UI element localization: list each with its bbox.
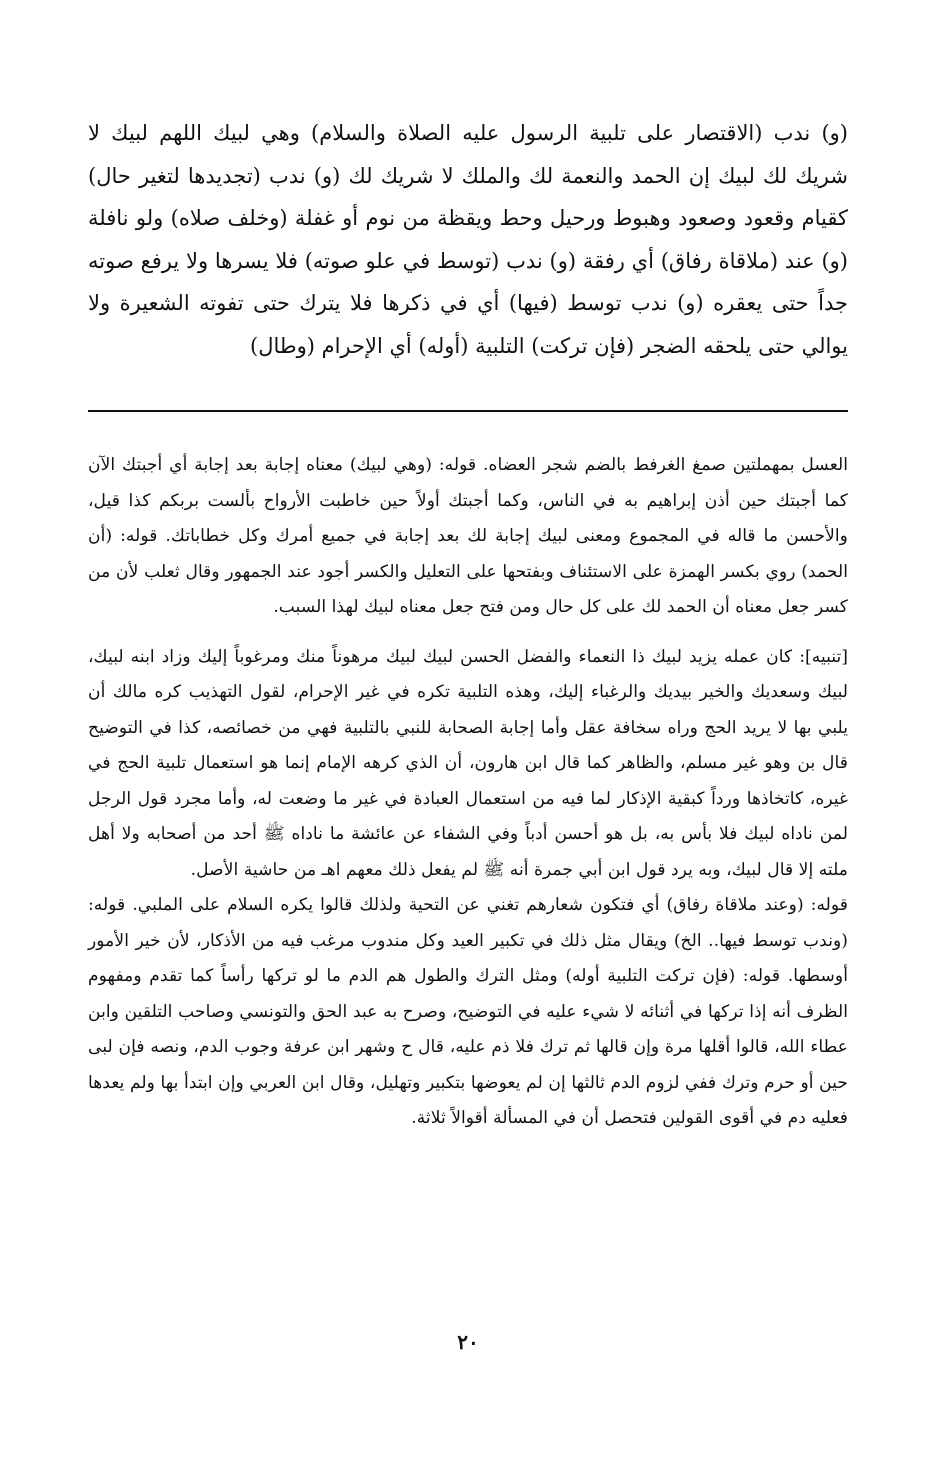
footnote-paragraph: قوله: (وعند ملاقاة رفاق) أي فتكون شعارهم تغني عن التحية ولذلك قالوا يكره السلام على الملبي. قوله: (وندب توسط فيها.. الخ) ويقال مثل ذلك في تكبير العيد وكل مندوب مرغب فيه من الأذكار، لأن خير الأمور أوسطها. قوله: (فإن تركت التلبية أوله) ومثل الترك والطول هم الدم ما لو تركها رأساً كما تقدم ومفهوم الظرف أنه إذا تركها في أثنائه لا شيء عليه في التوضيح، وصرح به عبد الحق والتونسي وصاحب التلقين وابن عطاء الله، قالوا أقلها مرة وإن قالها ثم ترك فلا ذم عليه، قال ح وشهر ابن عرفة وجوب الدم، ونصه فإن لبى حين أو حرم وترك ففي لزوم الدم ثالثها إن لم يعوضها بتكبير وتهليل، وقال ابن العربي وإن ابتدأ بها ولم يعدها فعليه دم في أقوى القولين فتحصل أن في المسألة أقوالاً ثلاثة. — [88, 895, 848, 1128]
footnote-separator-line — [88, 410, 848, 412]
book-page — [88, 112, 849, 1354]
main-text-block — [88, 112, 848, 367]
page-number: ٢٠ — [457, 1330, 479, 1354]
main-paragraph: (و) ندب (الاقتصار على تلبية الرسول عليه الصلاة والسلام) وهي لبيك اللهم لبيك لا شريك لك لبيك إن الحمد والنعمة لك والملك لا شريك لك (و) ندب (تجديدها لتغير حال) كقيام وقعود وصعود وهبوط ورحيل وحط ويقظة من نوم أو غفلة (وخلف صلاه) ولو نافلة (و) عند (ملاقاة رفاق) أي رفقة (و) ندب (توسط في علو صوته) فلا يسرها ولا يرفع صوته جداً حتى يعقره (و) ندب توسط (فيها) أي في ذكرها فلا يترك حتى تفوته الشعيرة ولا يوالي حتى يلحقه الضجر (فإن تركت) التلبية (أوله) أي الإحرام (وطال) — [88, 121, 848, 358]
footnote-paragraph: العسل بمهملتين صمغ الغرفط بالضم شجر العضاه. قوله: (وهي لبيك) معناه إجابة بعد إجابة أي أجبتك الآن كما أجبتك حين أذن إبراهيم به في الناس، وكما أجبتك أولاً حين خاطبت الأرواح بألست بربكم كذا قيل، والأحسن ما قاله في المجموع ومعنى لبيك إجابة لك بعد إجابة في جميع أمرك وكل خطاباتك. قوله: (أن الحمد) روي بكسر الهمزة على الاستئناف وبفتحها على التعليل والكسر أجود عند الجمهور وقال ثعلب لأن من كسر جعل معناه أن الحمد لك على كل حال ومن فتح جعل معناه لبيك لهذا السبب. — [88, 455, 848, 617]
footnote-paragraph-tanbih: [تنبيه]: كان عمله يزيد لبيك ذا النعماء والفضل الحسن لبيك لبيك مرهوناً منك ومرغوباً إليك وزاد ابنه لبيك، لبيك وسعديك والخير بيديك والرغباء إليك، وهذه التلبية تكره في غير الإحرام، لقول التهذيب كره مالك أن يلبي بها لا يريد الحج وراه سخافة عقل وأما إجابة الصحابة للنبي بالتلبية فهي من خصائصه، كذا في التوضيح قال بن وهو غير مسلم، والظاهر كما قال ابن هارون، أن الذي كرهه الإمام إنما هو استعمال تلبية الحج في غيره، كاتخاذها ورداً كبقية الإذكار لما فيه من استعمال العبادة في غير ما وضعت له، وأما مجرد قول الرجل لمن ناداه لبيك فلا بأس به، بل هو أحسن أدباً وفي الشفاء عن عائشة ما ناداه ﷺ أحد من أصحابه ولا أهل ملته إلا قال لبيك، وبه يرد قول ابن أبي جمرة أنه ﷺ لم يفعل ذلك معهم اهـ من حاشية الأصل. — [88, 646, 849, 880]
footnotes-block — [88, 448, 848, 1137]
